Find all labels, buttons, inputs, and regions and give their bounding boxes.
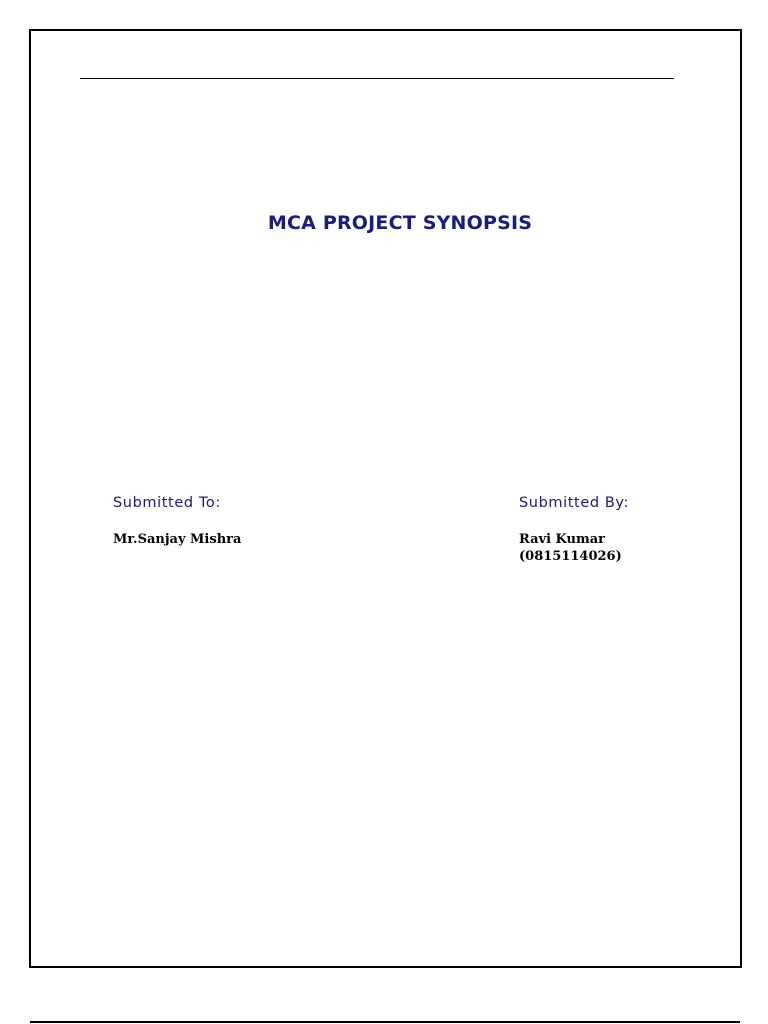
submitted-to-block xyxy=(113,531,241,548)
submitted-by-name: Ravi Kumar xyxy=(519,532,606,547)
submitted-to-heading: Submitted To: xyxy=(113,495,221,511)
submitted-to-name: Mr.Sanjay Mishra xyxy=(113,532,242,547)
document-title: MCA PROJECT SYNOPSIS xyxy=(267,212,533,234)
submitted-by-roll-number: (0815114026) xyxy=(519,549,622,564)
bottom-horizontal-rule xyxy=(30,1021,740,1023)
submitted-by-heading: Submitted By: xyxy=(519,495,630,511)
top-horizontal-rule xyxy=(80,78,674,79)
submitted-by-block xyxy=(519,531,622,565)
